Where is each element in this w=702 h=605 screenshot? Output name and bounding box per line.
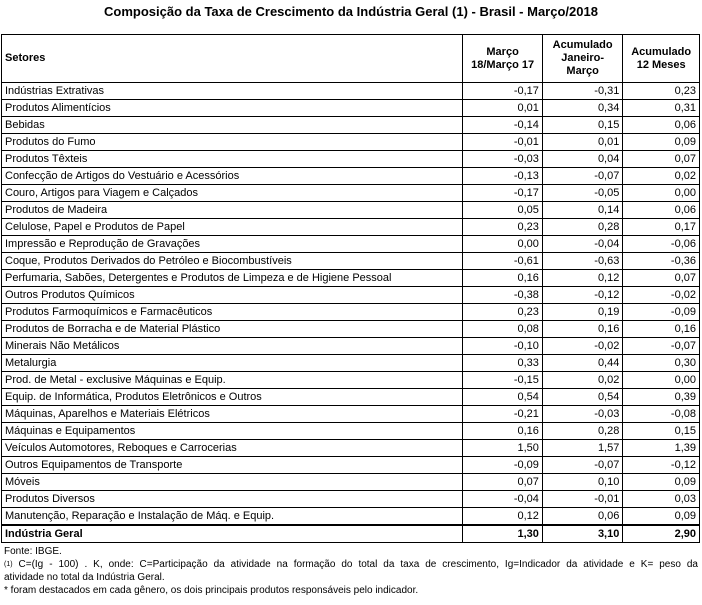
header-acum-line2: Janeiro- [561, 52, 605, 64]
sector-name-cell: Outros Produtos Químicos [2, 287, 463, 304]
header-marco-line1: Março [486, 45, 519, 58]
sector-name-cell: Máquinas e Equipamentos [2, 423, 463, 440]
sector-name-cell: Veículos Automotores, Reboques e Carrocerias [2, 440, 463, 457]
growth-composition-table [1, 34, 700, 543]
acum-12-value-cell: 0,39 [623, 389, 700, 406]
table-row [2, 219, 700, 236]
table-row [2, 457, 700, 474]
acum-jan-mar-value-cell: 0,19 [542, 304, 622, 321]
acum-jan-mar-value-cell: 0,04 [542, 151, 622, 168]
acum-jan-mar-value-cell: 0,44 [542, 355, 622, 372]
marco-value-cell: 1,50 [463, 440, 543, 457]
sector-name-cell: Coque, Produtos Derivados do Petróleo e Biocombustíveis [2, 253, 463, 270]
table-row [2, 508, 700, 526]
header-acum-line1: Acumulado [552, 39, 613, 51]
acum-12-value-cell: -0,07 [623, 338, 700, 355]
header-row [2, 35, 700, 83]
acum-12-value-cell: 0,06 [623, 202, 700, 219]
method-note-line2: atividade no total da Indústria Geral. [4, 572, 165, 583]
acum-jan-mar-value-cell: -0,01 [542, 491, 622, 508]
table-row [2, 253, 700, 270]
source-note: Fonte: IBGE. [4, 546, 62, 557]
sector-name-cell: Produtos Alimentícios [2, 100, 463, 117]
acum-jan-mar-value-cell: -0,31 [542, 83, 622, 100]
note-marker: (1) [4, 561, 13, 568]
acum-12-value-cell: 1,39 [623, 440, 700, 457]
total-setor: Indústria Geral [2, 525, 463, 543]
acum-jan-mar-value-cell: -0,07 [542, 168, 622, 185]
acum-jan-mar-value-cell: -0,02 [542, 338, 622, 355]
marco-value-cell: -0,10 [463, 338, 543, 355]
table-row [2, 389, 700, 406]
acum-12-value-cell: 0,03 [623, 491, 700, 508]
header-12m-line2: 12 Meses [636, 58, 686, 71]
marco-value-cell: -0,14 [463, 117, 543, 134]
total-row [2, 525, 700, 543]
acum-jan-mar-value-cell: -0,03 [542, 406, 622, 423]
table-row [2, 168, 700, 185]
acum-jan-mar-value-cell: 0,34 [542, 100, 622, 117]
sector-name-cell: Metalurgia [2, 355, 463, 372]
table-title: Composição da Taxa de Crescimento da Indústria Geral (1) - Brasil - Março/2018 [104, 4, 598, 19]
marco-value-cell: 0,12 [463, 508, 543, 526]
table-row [2, 338, 700, 355]
marco-value-cell: -0,13 [463, 168, 543, 185]
acum-jan-mar-value-cell: 0,06 [542, 508, 622, 526]
marco-value-cell: -0,09 [463, 457, 543, 474]
table-row [2, 236, 700, 253]
sector-name-cell: Couro, Artigos para Viagem e Calçados [2, 185, 463, 202]
acum-jan-mar-value-cell: -0,12 [542, 287, 622, 304]
header-acumulado-12-meses [623, 35, 700, 83]
sector-name-cell: Equip. de Informática, Produtos Eletrônicos e Outros [2, 389, 463, 406]
acum-jan-mar-value-cell: 0,54 [542, 389, 622, 406]
table-row [2, 202, 700, 219]
acum-12-value-cell: 0,07 [623, 270, 700, 287]
marco-value-cell: 0,05 [463, 202, 543, 219]
marco-value-cell: -0,61 [463, 253, 543, 270]
table-row [2, 440, 700, 457]
sector-name-cell: Manutenção, Reparação e Instalação de Máq. e Equip. [2, 508, 463, 526]
acum-jan-mar-value-cell: 1,57 [542, 440, 622, 457]
acum-jan-mar-value-cell: 0,16 [542, 321, 622, 338]
marco-value-cell: -0,04 [463, 491, 543, 508]
acum-12-value-cell: 0,30 [623, 355, 700, 372]
header-12m-line1: Acumulado [631, 45, 692, 58]
table-row [2, 355, 700, 372]
acum-12-value-cell: 0,16 [623, 321, 700, 338]
acum-12-value-cell: 0,17 [623, 219, 700, 236]
acum-jan-mar-value-cell: 0,15 [542, 117, 622, 134]
table-row [2, 491, 700, 508]
footnotes [4, 545, 698, 597]
table-row [2, 287, 700, 304]
acum-jan-mar-value-cell: 0,12 [542, 270, 622, 287]
acum-12-value-cell: -0,09 [623, 304, 700, 321]
acum-12-value-cell: -0,02 [623, 287, 700, 304]
acum-12-value-cell: 0,31 [623, 100, 700, 117]
acum-jan-mar-value-cell: 0,14 [542, 202, 622, 219]
marco-value-cell: 0,54 [463, 389, 543, 406]
highlight-note: * foram destacados em cada gênero, os dois principais produtos responsáveis pelo indicador. [4, 585, 419, 596]
table-row [2, 321, 700, 338]
marco-value-cell: 0,07 [463, 474, 543, 491]
method-note-text: C=(Ig - 100) . K, onde: C=Participação da atividade na formação do total da taxa de crescimento, Ig=Indicador da atividade e K= peso da [18, 559, 698, 570]
table-row [2, 474, 700, 491]
table-row [2, 406, 700, 423]
sector-name-cell: Produtos do Fumo [2, 134, 463, 151]
sector-name-cell: Minerais Não Metálicos [2, 338, 463, 355]
marco-value-cell: 0,23 [463, 219, 543, 236]
sector-name-cell: Móveis [2, 474, 463, 491]
sector-name-cell: Máquinas, Aparelhos e Materiais Elétricos [2, 406, 463, 423]
acum-jan-mar-value-cell: -0,05 [542, 185, 622, 202]
acum-12-value-cell: 0,09 [623, 474, 700, 491]
header-acum-line3: Março [566, 65, 599, 77]
acum-jan-mar-value-cell: -0,63 [542, 253, 622, 270]
sector-name-cell: Produtos Farmoquímicos e Farmacêuticos [2, 304, 463, 321]
marco-value-cell: 0,00 [463, 236, 543, 253]
acum-12-value-cell: 0,09 [623, 508, 700, 526]
marco-value-cell: 0,08 [463, 321, 543, 338]
table-row [2, 270, 700, 287]
acum-12-value-cell: -0,12 [623, 457, 700, 474]
sector-name-cell: Celulose, Papel e Produtos de Papel [2, 219, 463, 236]
header-marco-line2: 18/Março 17 [471, 58, 535, 71]
acum-12-value-cell: 0,09 [623, 134, 700, 151]
marco-value-cell: 0,16 [463, 423, 543, 440]
table-row [2, 117, 700, 134]
acum-jan-mar-value-cell: 0,01 [542, 134, 622, 151]
table-row [2, 134, 700, 151]
acum-jan-mar-value-cell: 0,02 [542, 372, 622, 389]
acum-12-value-cell: -0,08 [623, 406, 700, 423]
marco-value-cell: -0,01 [463, 134, 543, 151]
acum-12-value-cell: -0,06 [623, 236, 700, 253]
sector-name-cell: Produtos de Borracha e de Material Plástico [2, 321, 463, 338]
acum-jan-mar-value-cell: 0,28 [542, 219, 622, 236]
acum-12-value-cell: 0,07 [623, 151, 700, 168]
acum-jan-mar-value-cell: 0,10 [542, 474, 622, 491]
header-setores: Setores [2, 35, 463, 83]
sector-name-cell: Outros Equipamentos de Transporte [2, 457, 463, 474]
acum-12-value-cell: 0,02 [623, 168, 700, 185]
sector-name-cell: Produtos de Madeira [2, 202, 463, 219]
sector-name-cell: Perfumaria, Sabões, Detergentes e Produtos de Limpeza e de Higiene Pessoal [2, 270, 463, 287]
table-body [2, 83, 700, 526]
marco-value-cell: -0,38 [463, 287, 543, 304]
method-note-line1 [4, 558, 698, 571]
acum-jan-mar-value-cell: -0,04 [542, 236, 622, 253]
marco-value-cell: 0,01 [463, 100, 543, 117]
table-row [2, 151, 700, 168]
acum-12-value-cell: 0,00 [623, 185, 700, 202]
total-acum-12: 2,90 [623, 525, 700, 543]
table-row [2, 304, 700, 321]
table-row [2, 185, 700, 202]
marco-value-cell: -0,17 [463, 83, 543, 100]
marco-value-cell: -0,17 [463, 185, 543, 202]
marco-value-cell: -0,03 [463, 151, 543, 168]
acum-12-value-cell: 0,00 [623, 372, 700, 389]
sector-name-cell: Impressão e Reprodução de Gravações [2, 236, 463, 253]
table-row [2, 372, 700, 389]
header-marco [463, 35, 543, 83]
total-marco: 1,30 [463, 525, 543, 543]
sector-name-cell: Bebidas [2, 117, 463, 134]
table-row [2, 423, 700, 440]
marco-value-cell: 0,23 [463, 304, 543, 321]
acum-jan-mar-value-cell: -0,07 [542, 457, 622, 474]
sector-name-cell: Prod. de Metal - exclusive Máquinas e Equip. [2, 372, 463, 389]
marco-value-cell: 0,16 [463, 270, 543, 287]
table-row [2, 100, 700, 117]
acum-jan-mar-value-cell: 0,28 [542, 423, 622, 440]
acum-12-value-cell: 0,23 [623, 83, 700, 100]
marco-value-cell: -0,15 [463, 372, 543, 389]
acum-12-value-cell: 0,15 [623, 423, 700, 440]
acum-12-value-cell: 0,06 [623, 117, 700, 134]
acum-12-value-cell: -0,36 [623, 253, 700, 270]
header-acumulado-jan-mar [542, 35, 622, 83]
marco-value-cell: 0,33 [463, 355, 543, 372]
sector-name-cell: Produtos Diversos [2, 491, 463, 508]
marco-value-cell: -0,21 [463, 406, 543, 423]
sector-name-cell: Confecção de Artigos do Vestuário e Acessórios [2, 168, 463, 185]
sector-name-cell: Indústrias Extrativas [2, 83, 463, 100]
total-acum-jan-mar: 3,10 [542, 525, 622, 543]
table-row [2, 83, 700, 100]
sector-name-cell: Produtos Têxteis [2, 151, 463, 168]
